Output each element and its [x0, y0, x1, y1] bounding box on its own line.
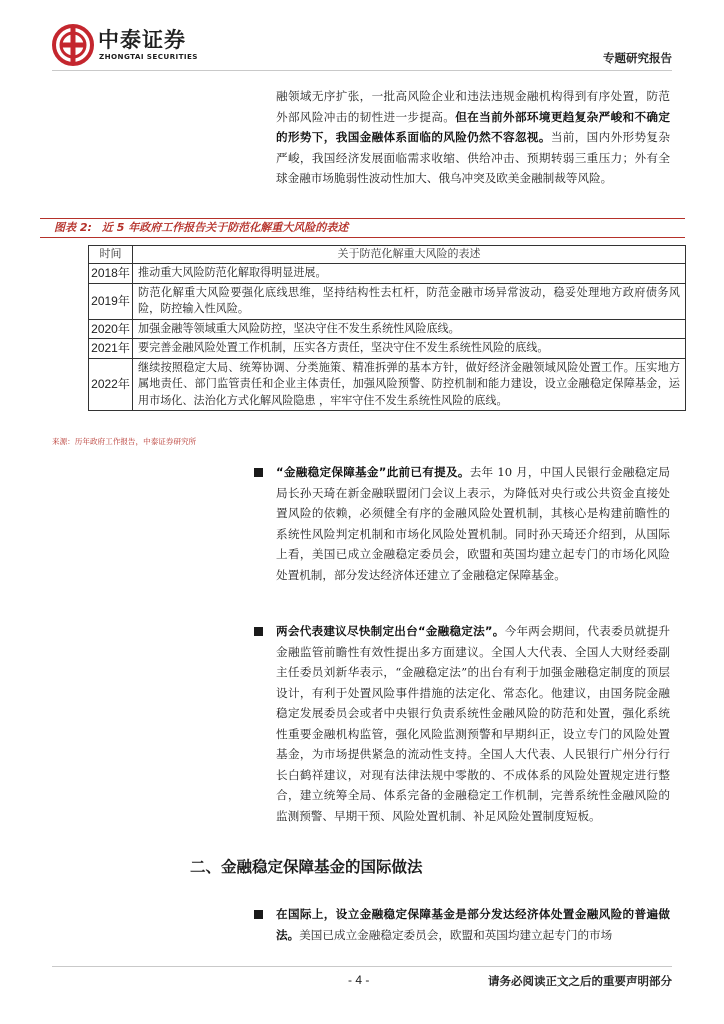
bullet-paragraph-1 — [276, 462, 670, 585]
table-header-row — [89, 246, 686, 264]
bullet-paragraph-3 — [276, 904, 670, 945]
table-cell-year: 2018年 — [89, 264, 133, 284]
table-row — [89, 283, 686, 319]
table-cell-year: 2020年 — [89, 319, 133, 339]
table-cell-text: 继续按照稳定大局、统筹协调、分类施策、精准拆弹的基本方针，做好经济金融领域风险处置工作。压实地方属地责任、部门监管责任和企业主体责任，加强风险预警、防控机制和能力建设，设立金融稳定保障基金，运用市场化、法治化方式化解风险隐患 ，牢牢守住不发生系统性风险的底线。 — [133, 358, 686, 411]
table-cell-year: 2022年 — [89, 358, 133, 411]
table-row — [89, 319, 686, 339]
table-cell-text: 防范化解重大风险要强化底线思维，坚持结构性去杠杆，防范金融市场异常波动，稳妥处理地方政府债务风险，防控输入性风险。 — [133, 283, 686, 319]
intro-line-4: 内外形势复杂严峻，我国经济发展面临需求收缩、供给冲击、预期转弱 — [276, 130, 670, 165]
bullet-paragraph-2 — [276, 621, 670, 826]
table-header-statement: 关于防范化解重大风险的表述 — [133, 246, 686, 264]
company-logo — [52, 22, 222, 68]
bullet-square-icon — [254, 468, 263, 477]
report-type-label: 专题研究报告 — [603, 51, 672, 65]
intro-line-3: 和不确定的形势下，我国金融体系面临的风险仍然不容忽视。 — [276, 109, 670, 144]
logo-text-cn: 中泰证券 — [98, 28, 186, 52]
figure-source: 来源：历年政府工作报告，中泰证券研究所 — [52, 437, 197, 446]
intro-line-2b: 但在当前外部环境更趋复杂严峻 — [455, 109, 623, 124]
table-header-year: 时间 — [89, 246, 133, 264]
intro-line-6: 制裁等风险。 — [542, 171, 613, 185]
table-cell-text: 要完善金融风险处置工作机制，压实各方责任，坚决守住不发生系统性风险的底线。 — [133, 339, 686, 359]
intro-line-2a: 防范外部风险冲击的韧性进一步提高。 — [276, 89, 670, 124]
table-cell-year: 2019年 — [89, 283, 133, 319]
bullet-square-icon — [254, 910, 263, 919]
table-cell-year: 2021年 — [89, 339, 133, 359]
footer-divider — [52, 966, 672, 967]
bullet-square-icon — [254, 627, 263, 636]
risk-statements-table — [88, 245, 686, 411]
intro-line-5: 三重压力；外有全球金融市场脆弱性波动性加大、俄乌冲突及欧美金融 — [276, 150, 670, 185]
figure-title: 近 5 年政府工作报告关于防范化解重大风险的表述 — [101, 221, 349, 234]
intro-line-3b: 当前，国 — [550, 130, 599, 144]
page-number: - 4 - — [348, 973, 370, 987]
bullet-3-lead: 在国际上，设立金融稳定保障基金是部分发达经济体处置金融风险的普遍做法。 — [276, 907, 670, 942]
zhongtai-logo-icon — [52, 24, 94, 66]
bullet-2-lead: 两会代表建议尽快制定出台“金融稳定法”。 — [276, 624, 505, 638]
intro-line-1: 融领域无序扩张，一批高风险企业和违法违规金融机构得到有序处置， — [276, 89, 647, 103]
table-cell-text: 加强金融等领域重大风险防控，坚决守住不发生系统性风险底线。 — [133, 319, 686, 339]
intro-paragraph — [276, 86, 670, 189]
figure-label: 图表 2: — [54, 221, 92, 234]
table-row — [89, 264, 686, 284]
header-divider — [52, 70, 672, 71]
bullet-1-lead: “金融稳定保障基金”此前已有提及。 — [276, 465, 470, 479]
bullet-2-text: 今年两会期间，代表委员就提升金融监管前瞻性有效性提出多方面建议。全国人大代表、全国人大财经委副主任委员刘新华表示，“金融稳定法”的出台有利于加强金融稳定制度的顶层设计，有利于处置风险事件措施的法定化、常态化。他建议，由国务院金融稳定发展委员会或者中央银行负责系统性金融风险的防范和处置，强化系统性重要金融机构监管，强化风险监测预警和早期纠正，设立专门的风险处置基金，为市场提供紧急的流动性支持。全国人大代表、人民银行广州分行行长白鹤祥建议，对现有法律法规中零散的、不成体系的风险处置规定进行整合，建立统筹全局、体系完备的金融稳定工作机制，完善系统性金融风险的监测预警、早期干预、风险处置机制、补足风险处置制度短板。 — [276, 624, 670, 823]
footer-disclaimer: 请务必阅读正文之后的重要声明部分 — [488, 974, 672, 988]
logo-text-en: ZHONGTAI SECURITIES — [99, 52, 198, 61]
bullet-3-text: 美国已成立金融稳定委员会，欧盟和英国均建立起专门的市场 — [299, 927, 613, 942]
page-header — [0, 0, 724, 80]
table-cell-text: 推动重大风险防范化解取得明显进展。 — [133, 264, 686, 284]
bullet-1-text: 去年 10 月，中国人民银行金融稳定局局长孙天琦在新金融联盟闭门会议上表示，为降低对央行或公共资金直接处置风险的依赖，必须健全有序的金融风险处置机制，其核心是构建前瞻性的系统性风险判定机制和市场化风险处置机制。同时孙天琦还介绍到，从国际上看，美国已成立金融稳定委员会，欧盟和英国均建立起专门的市场化风险处置机制，部分发达经济体还建立了金融稳定保障基金。 — [276, 465, 670, 582]
figure-title-bar — [40, 218, 685, 238]
table-row — [89, 339, 686, 359]
section-heading: 二、金融稳定保障基金的国际做法 — [190, 858, 423, 876]
table-row — [89, 358, 686, 411]
